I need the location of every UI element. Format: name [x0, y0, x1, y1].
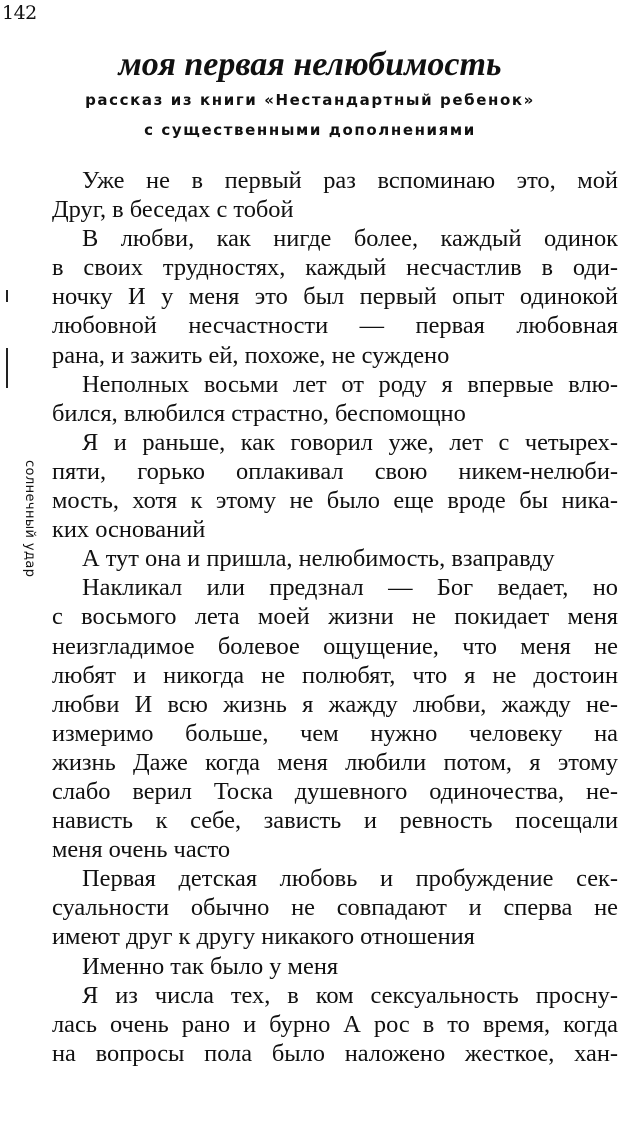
page-number: 142 [2, 2, 37, 24]
text-line: любят и никогда не полюбят, что я не достоин [52, 661, 618, 689]
text-line: слабо верил Тоска душевного одиночества, не- [52, 777, 618, 805]
chapter-subtitle-line: рассказ из книги «Нестандартный ребенок» [85, 91, 535, 109]
text-line: бился, влюбился страстно, беспомощно [52, 399, 466, 427]
chapter-title: моя первая нелюбимость [118, 46, 502, 83]
running-head-text: солнечный удар [22, 460, 37, 578]
text-line: Друг, в беседах с тобой [52, 196, 294, 224]
text-line: суальности обычно не совпадают и сперва не [52, 894, 618, 922]
chapter-subtitle-line: с существенными дополнениями [144, 121, 476, 139]
text-line: Накликал или предзнал — Бог ведает, но [82, 574, 618, 602]
text-line: Неполных восьми лет от роду я впервые влю- [82, 370, 618, 398]
text-line: имеют друг к другу никакого отношения [52, 923, 475, 951]
text-line: ночку И у меня это был первый опыт одинокой [52, 283, 618, 311]
text-line: А тут она и пришла, нелюбимость, взаправду [82, 545, 555, 573]
text-line: В любви, как нигде более, каждый одинок [82, 225, 618, 253]
text-line: пяти, горько оплакивал свою никем-нелюби- [52, 457, 618, 485]
margin-rule [6, 290, 8, 302]
text-line: рана, и зажить ей, похоже, не суждено [52, 341, 450, 369]
text-line: жизнь Даже когда меня любили потом, я этому [52, 748, 618, 776]
text-line: Уже не в первый раз вспоминаю это, мой [82, 167, 618, 194]
text-line: Я из числа тех, в ком сексуальность просну- [82, 981, 618, 1009]
text-line: нависть к себе, зависть и ревность посещали [52, 807, 618, 835]
body-text [52, 166, 618, 1068]
text-line: в своих трудностях, каждый несчастлив в оди- [52, 254, 618, 282]
text-line: лась очень рано и бурно А рос в то время, когда [52, 1010, 618, 1038]
text-line: мость, хотя к этому не было еще вроде бы ника- [52, 487, 618, 515]
text-line: любовной несчастности — первая любовная [52, 312, 618, 340]
text-line: Именно так было у меня [82, 952, 339, 980]
text-line: Первая детская любовь и пробуждение сек- [82, 865, 618, 893]
running-head [18, 460, 42, 620]
margin-rule [6, 348, 8, 388]
text-line: неизгладимое болевое ощущение, что меня не [52, 632, 618, 660]
text-line: измеримо больше, чем нужно человеку на [52, 719, 618, 747]
text-line: ких оснований [52, 516, 206, 544]
text-line: с восьмого лета моей жизни не покидает меня [52, 603, 618, 631]
text-line: меня очень часто [52, 836, 231, 864]
text-line: на вопросы пола было наложено жесткое, хан- [52, 1039, 618, 1067]
text-line: Я и раньше, как говорил уже, лет с четырех- [82, 428, 618, 456]
text-line: любви И всю жизнь я жажду любви, жажду не- [52, 690, 618, 718]
